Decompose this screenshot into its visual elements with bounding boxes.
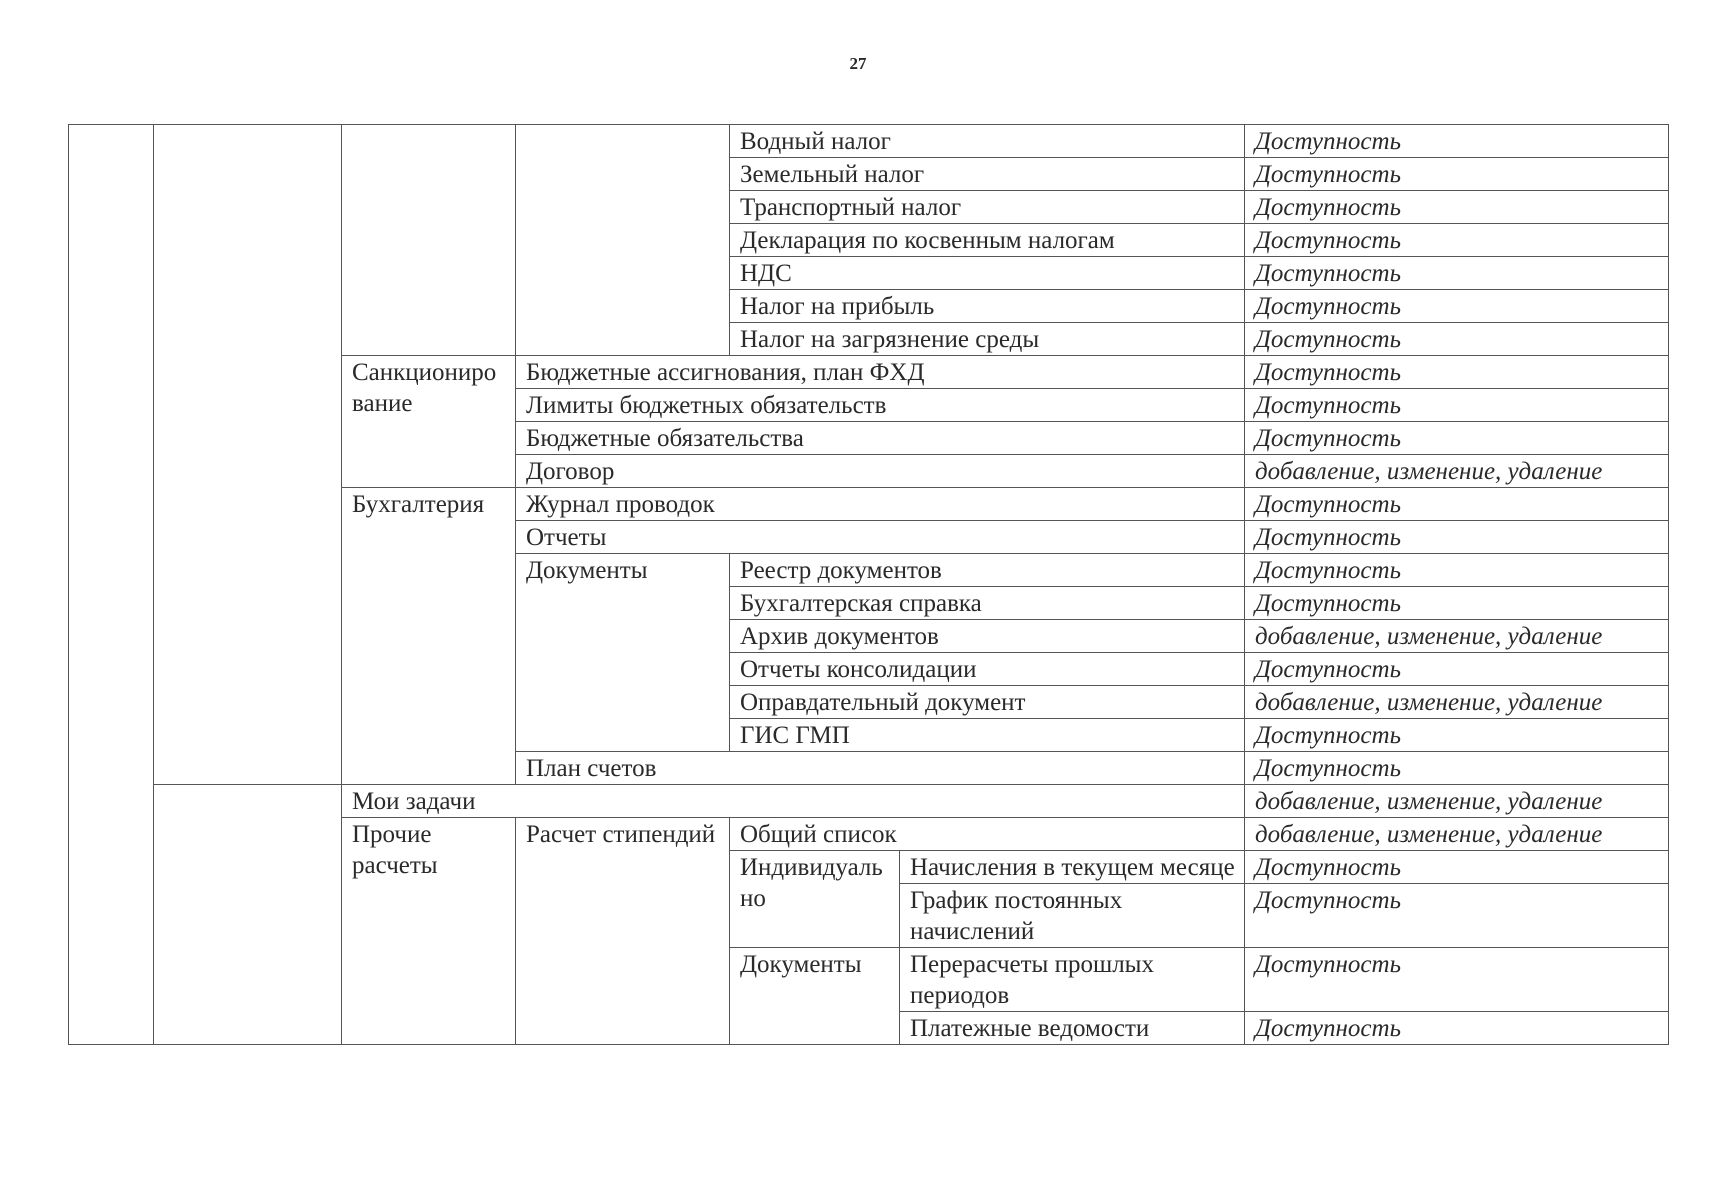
row-label: Налог на прибыль [730,290,1245,323]
permission-cell: Доступность [1245,488,1669,521]
group-scholarship-documents: Документы [730,948,900,1045]
table-row [69,125,1669,158]
permission-cell: Доступность [1245,587,1669,620]
permission-cell: Доступность [1245,356,1669,389]
section-accounting: Бухгалтерия [342,488,516,785]
section-sanction: Санкционирование [342,356,516,488]
permission-cell: Доступность [1245,851,1669,884]
row-label: Оправдательный документ [730,686,1245,719]
permission-cell: Доступность [1245,719,1669,752]
row-label: Платежные ведомости [900,1012,1245,1045]
permission-cell: Доступность [1245,323,1669,356]
permission-cell: Доступность [1245,1012,1669,1045]
row-label: План счетов [516,752,1245,785]
permission-cell: Доступность [1245,521,1669,554]
permission-cell: Доступность [1245,290,1669,323]
row-label: График постоянных начислений [900,884,1245,948]
permission-cell: добавление, изменение, удаление [1245,620,1669,653]
access-rights-table [68,124,1669,1045]
row-label: Отчеты консолидации [730,653,1245,686]
permission-cell: Доступность [1245,884,1669,948]
permission-cell: Доступность [1245,554,1669,587]
row-label: Бухгалтерская справка [730,587,1245,620]
row-label: Общий список [730,818,1245,851]
permission-cell: добавление, изменение, удаление [1245,455,1669,488]
row-label: Бюджетные обязательства [516,422,1245,455]
row-label: Земельный налог [730,158,1245,191]
row-label: Лимиты бюджетных обязательств [516,389,1245,422]
row-label: Договор [516,455,1245,488]
row-label: Налог на загрязнение среды [730,323,1245,356]
row-label: НДС [730,257,1245,290]
document-table-wrapper [68,124,1669,1045]
permission-cell: Доступность [1245,752,1669,785]
row-label: Начисления в текущем месяце [900,851,1245,884]
row-label: Мои задачи [342,785,1245,818]
level-3-cell [342,125,516,356]
row-label: Бюджетные ассигнования, план ФХД [516,356,1245,389]
row-label: Архив документов [730,620,1245,653]
permission-cell: Доступность [1245,653,1669,686]
row-label: ГИС ГМП [730,719,1245,752]
row-label: Декларация по косвенным налогам [730,224,1245,257]
row-label: Транспортный налог [730,191,1245,224]
permission-cell: Доступность [1245,125,1669,158]
permission-cell: Доступность [1245,191,1669,224]
level-1-cell [69,125,154,1045]
row-label: Перерасчеты прошлых периодов [900,948,1245,1012]
level-4-cell [516,125,730,356]
group-documents: Документы [516,554,730,752]
row-label: Реестр документов [730,554,1245,587]
table-row [69,785,1669,818]
row-label: Водный налог [730,125,1245,158]
permission-cell: Доступность [1245,389,1669,422]
group-individually: Индивидуально [730,851,900,948]
permission-cell: добавление, изменение, удаление [1245,686,1669,719]
permission-cell: Доступность [1245,422,1669,455]
page-number: 27 [849,54,867,73]
permission-cell: добавление, изменение, удаление [1245,818,1669,851]
permission-cell: добавление, изменение, удаление [1245,785,1669,818]
row-label: Отчеты [516,521,1245,554]
level-2-cell [154,125,342,785]
permission-cell: Доступность [1245,257,1669,290]
permission-cell: Доступность [1245,158,1669,191]
section-other-calculations: Прочие расчеты [342,818,516,1045]
permission-cell: Доступность [1245,224,1669,257]
permission-cell: Доступность [1245,948,1669,1012]
level-2-cell [154,785,342,1045]
row-label: Журнал проводок [516,488,1245,521]
group-scholarship-calculation: Расчет стипендий [516,818,730,1045]
